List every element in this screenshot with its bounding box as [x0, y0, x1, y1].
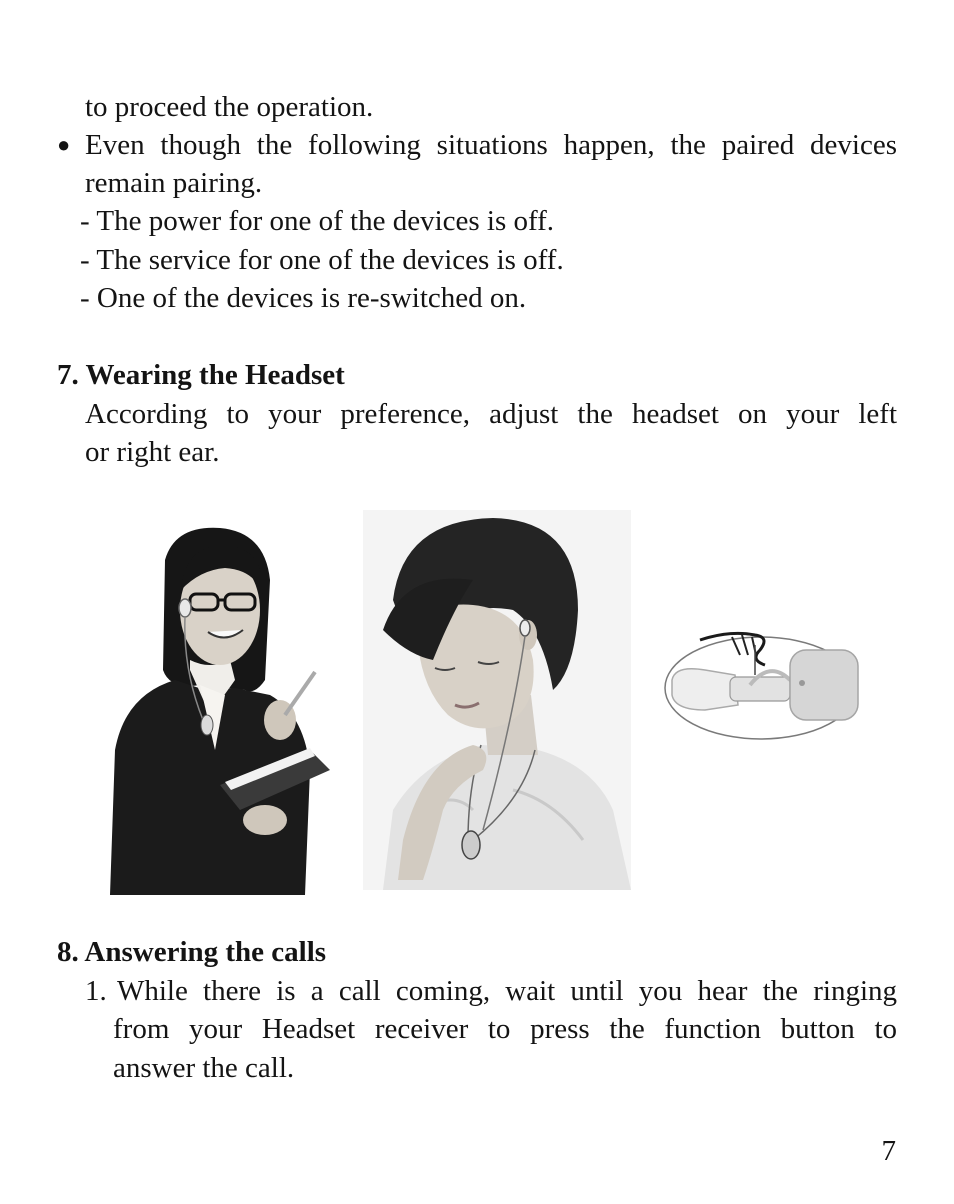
list-item-number: 1. — [85, 975, 107, 1007]
section-7-text-line2: or right ear. — [85, 436, 220, 468]
dash-item-power: - The power for one of the devices is off. — [80, 205, 555, 237]
section-8-text-line2: from your Headset receiver to press the function button to — [113, 1013, 897, 1045]
woman-pendant-illustration — [363, 510, 631, 890]
section-8-text-line3: answer the call. — [113, 1052, 295, 1084]
headset-closeup-illustration — [660, 625, 862, 743]
page-number: 7 — [881, 1135, 896, 1167]
dash-item-reswitched: - One of the devices is re-switched on. — [80, 282, 527, 314]
photo-businesswoman-with-headset — [105, 520, 337, 895]
continued-text: to proceed the operation. — [85, 91, 374, 123]
photo-woman-with-pendant-headset — [363, 510, 631, 890]
section-8-heading: 8. Answering the calls — [57, 936, 327, 968]
bullet-marker: ● — [57, 132, 71, 157]
bullet-text-line2: remain pairing. — [85, 167, 263, 199]
section-8-text-line1: While there is a call coming, wait until you hear the ringing — [117, 975, 897, 1007]
section-7-text-line1: According to your preference, adjust the headset on your left — [85, 398, 897, 430]
businesswoman-illustration — [105, 520, 337, 895]
photo-headset-closeup — [660, 625, 862, 743]
section-7-heading: 7. Wearing the Headset — [57, 359, 345, 391]
bullet-text-line1: Even though the following situations happen, the paired devices — [85, 129, 897, 161]
dash-item-service: - The service for one of the devices is off. — [80, 244, 564, 276]
